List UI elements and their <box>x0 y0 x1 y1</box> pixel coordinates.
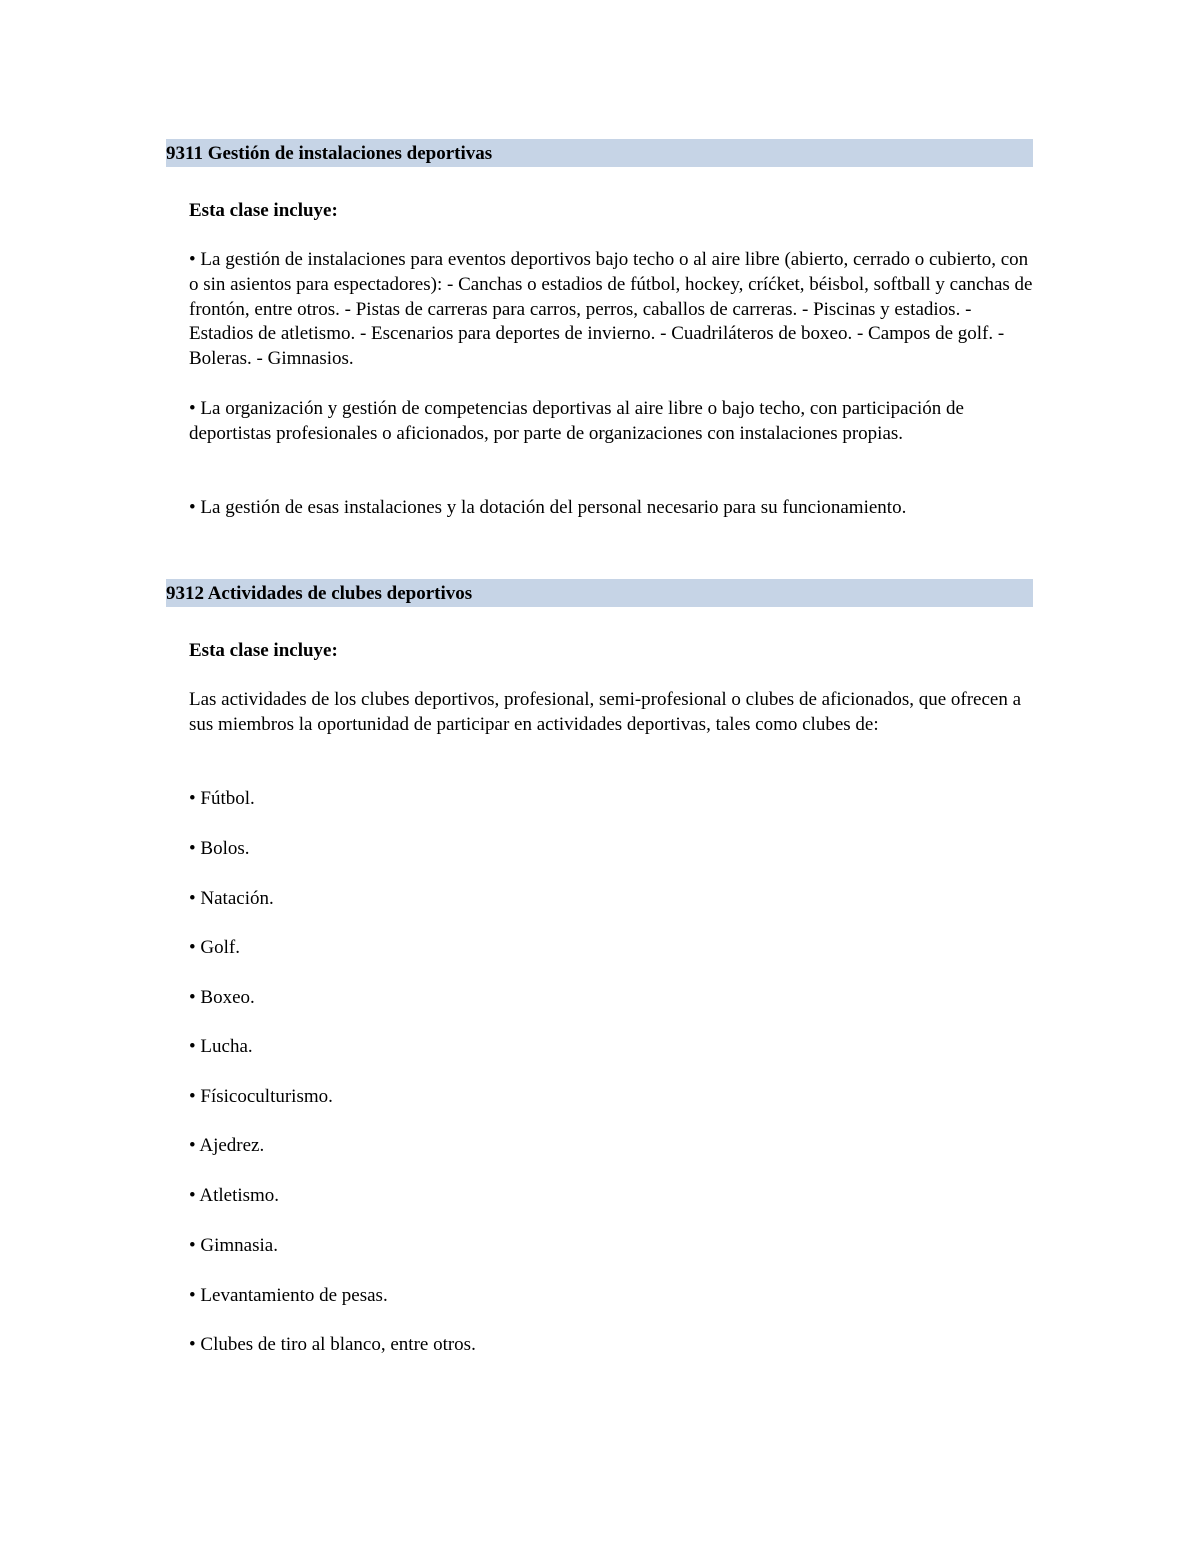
list-item: • Ajedrez. <box>189 1135 265 1156</box>
list-item: • Levantamiento de pesas. <box>189 1285 388 1306</box>
list-item: • Clubes de tiro al blanco, entre otros. <box>189 1334 476 1355</box>
list-item: • Bolos. <box>189 838 250 859</box>
section-heading-9312: 9312 Actividades de clubes deportivos <box>166 579 1033 607</box>
list-item: • Físicoculturismo. <box>189 1086 333 1107</box>
list-item: • Lucha. <box>189 1036 253 1057</box>
includes-label: Esta clase incluye: <box>189 640 338 661</box>
list-item: • Boxeo. <box>189 987 255 1008</box>
list-item: • Fútbol. <box>189 788 255 809</box>
paragraph: • La organización y gestión de competencias deportivas al aire libre o bajo techo, con participación de deportistas profesionales o aficionados, por parte de organizaciones con instalaciones propias. <box>189 398 964 444</box>
list-item: • Gimnasia. <box>189 1235 278 1256</box>
list-item: • Natación. <box>189 888 274 909</box>
intro-paragraph: Las actividades de los clubes deportivos, profesional, semi-profesional o clubes de aficionados, que ofrecen a sus miembros la oportunidad de participar en actividades deportivas, tales como clubes de: <box>189 689 1022 735</box>
list-item: • Atletismo. <box>189 1185 280 1206</box>
section-heading-9311: 9311 Gestión de instalaciones deportivas <box>166 139 1033 167</box>
list-item: • Golf. <box>189 937 240 958</box>
paragraph: • La gestión de esas instalaciones y la dotación del personal necesario para su funcionamiento. <box>189 497 907 518</box>
paragraph: • La gestión de instalaciones para eventos deportivos bajo techo o al aire libre (abierto, cerrado o cubierto, con o sin asientos para espectadores): - Canchas o estadios de fútbol, hockey, críćket, béisbol, softball y canchas de frontón, entre otros. - Pistas de carreras para carros, perros, caballos de carreras. - Piscinas y estadios. - Estadios de atletismo. - Escenarios para deportes de invierno. - Cuadriláteros de boxeo. - Campos de golf. - Boleras. - Gimnasios. <box>189 249 1033 370</box>
includes-label: Esta clase incluye: <box>189 200 338 221</box>
